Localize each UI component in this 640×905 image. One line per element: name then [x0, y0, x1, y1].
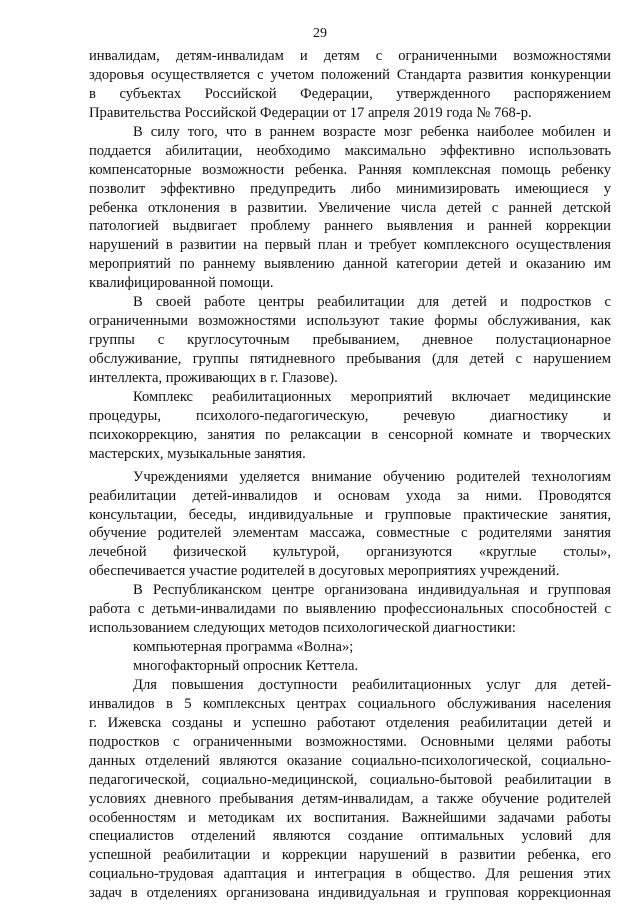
text-line: мастерских, музыкальные занятия.	[89, 445, 306, 462]
text-line: обучение родителей элементам массажа, совместные с родителями занятия	[89, 525, 611, 542]
text-line: обслуживание, группы пятидневного пребывания (для детей с нарушением	[89, 351, 611, 367]
text-line: социально-трудовая адаптация и интеграция в общество. Для решения этих	[89, 866, 611, 883]
text-line: Комплекс реабилитационных мероприятий включает медицинские	[133, 388, 611, 405]
text-line: особенностям и методикам их воспитания. Важнейшими задачами работы	[89, 809, 611, 826]
text-line: ребенка отклонения в развитии. Увеличение числа детей с ранней детской	[89, 199, 611, 216]
text-line: подростков с ограниченными возможностями. Основными целями работы	[89, 733, 611, 750]
text-line: мероприятий по раннему выявлению данной категории детей и оказанию им	[89, 256, 611, 273]
text-line: группы с круглосуточным пребыванием, дневное полустационарное	[89, 332, 611, 349]
text-line: здоровья осуществляется с учетом положений Стандарта развития конкуренции	[89, 66, 611, 83]
text-line: лечебной физической культурой, организуются «круглые столы»,	[89, 544, 611, 561]
text-line: в субъектах Российской Федерации, утвержденного распоряжением	[89, 85, 611, 102]
text-line: позволит эффективно предупредить либо минимизировать имеющиеся у	[89, 180, 611, 197]
text-line: психокоррекцию, занятия по релаксации в сенсорной комнате и творческих	[89, 426, 611, 443]
body-text	[89, 47, 611, 903]
text-line: использованием следующих методов психологической диагностики:	[89, 620, 516, 637]
text-line: работа с детьми-инвалидами по выявлению профессиональных способностей с	[89, 601, 611, 618]
text-line: г. Ижевска созданы и успешно работают отделения реабилитации детей и	[89, 714, 611, 731]
text-line: инвалидов в 5 комплексных центрах социального обслуживания населения	[89, 695, 611, 712]
text-line: многофакторный опросник Кеттела.	[133, 658, 359, 674]
text-line: поддается абилитации, необходимо максимально эффективно использовать	[89, 142, 611, 159]
text-line: В своей работе центры реабилитации для детей и подростков с	[133, 294, 611, 311]
page-number: 29	[313, 26, 327, 41]
text-line: педагогической, социально-медицинской, социально-бытовой реабилитации в	[89, 771, 611, 788]
text-line: данных отделений являются оказание социально-психологической, социально-	[89, 752, 611, 769]
text-line: условиях дневного пребывания детям-инвалидам, а также обучение родителей	[89, 790, 611, 807]
text-line: интеллекта, проживающих в г. Глазове).	[89, 369, 338, 386]
text-line: Для повышения доступности реабилитационных услуг для детей-	[133, 676, 611, 693]
text-line: инвалидам, детям-инвалидам и детям с ограниченными возможностями	[89, 48, 611, 64]
text-line: ограниченными возможностями используют такие формы обслуживания, как	[89, 313, 611, 330]
text-line: квалифицированной помощи.	[89, 275, 274, 292]
text-line: компьютерная программа «Волна»;	[133, 639, 354, 656]
text-line: В Республиканском центре организована индивидуальная и групповая	[133, 582, 611, 599]
text-line: задач в отделениях организована индивидуальная и групповая коррекционная	[89, 885, 611, 902]
text-line: компенсаторные возможности ребенка. Ранняя комплексная помощь ребенку	[89, 161, 611, 178]
text-line: Учреждениями уделяется внимание обучению родителей технологиям	[133, 468, 611, 485]
text-line: реабилитации детей-инвалидов и основам ухода за ними. Проводятся	[89, 487, 611, 504]
text-line: процедуры, психолого-педагогическую, речевую диагностику и	[89, 407, 611, 424]
text-line: специалистов отделений являются создание оптимальных условий для	[89, 828, 611, 845]
text-line: консультации, беседы, индивидуальные и групповые практические занятия,	[89, 506, 611, 523]
text-line: обеспечивается участие родителей в досуговых мероприятиях учреждений.	[89, 563, 560, 580]
text-line: нарушений в развитии на первый план и требует комплексного осуществления	[89, 237, 611, 254]
text-line: патологией выдвигает проблему раннего выявления и ранней коррекции	[89, 218, 611, 235]
text-line: В силу того, что в раннем возрасте мозг ребенка наиболее мобилен и	[133, 123, 611, 140]
text-line: успешной реабилитации и коррекции нарушений в развитии ребенка, его	[89, 847, 611, 864]
text-line: Правительства Российской Федерации от 17 апреля 2019 года № 768-р.	[89, 104, 532, 121]
